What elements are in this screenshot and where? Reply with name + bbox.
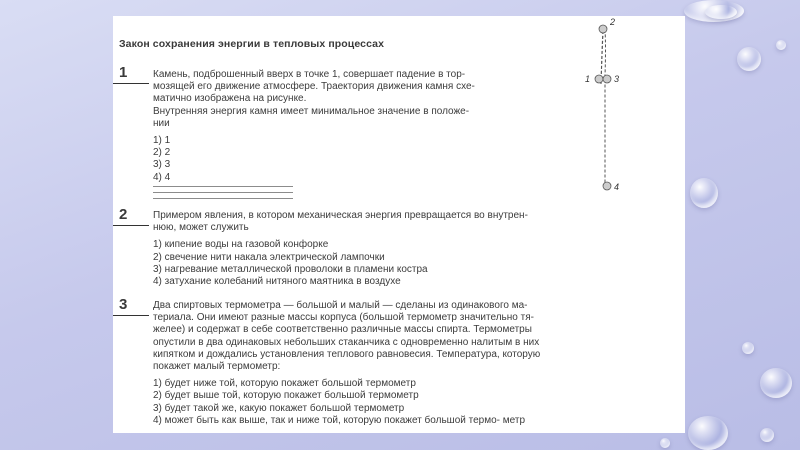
water-drop [688,416,728,450]
question-2-option-1[interactable]: 1) кипение воды на газовой конфорке [153,239,329,251]
trajectory-path [601,27,606,184]
question-3-option-1[interactable]: 1) будет ниже той, которую покажет большой термометр [153,378,416,390]
question-2-text: Примером явления, в котором механическая энергия превращается во внутрен- нюю, может служить [153,210,528,234]
worksheet-page [113,16,685,433]
stone-position-4 [603,182,611,190]
point-label-3: 3 [614,74,620,84]
stone-position-1 [595,75,603,83]
question-3-text: Два спиртовых термометра — большой и малый — сделаны из одинакового ма- териала. Они имеют разные массы корпуса (большой термометр значительно тя- желее) и содержат в себе соответственно различные массы спирта. Термометры опустили в два одинаковых небольших стаканчика с одновременно налитым в них кипятком и дождались установления теплового равновесия. Температура, которую покажет малый термометр: [153,300,541,373]
question-1-option-4[interactable]: 4) 4 [153,171,171,183]
point-label-4: 4 [614,182,620,192]
question-2 [153,210,673,288]
question-1-option-3[interactable]: 3) 3 [153,159,171,171]
question-3-options [153,378,681,427]
question-3-divider [113,315,149,316]
water-drop [776,40,786,50]
question-2-divider [113,225,149,226]
question-2-number: 2 [119,206,128,223]
water-drop [660,438,670,448]
question-2-options [153,239,673,288]
question-1 [153,69,553,184]
water-drop [760,428,774,442]
question-3-option-2[interactable]: 2) будет выше той, которую покажет большой термометр [153,390,419,402]
question-3 [153,300,681,427]
question-2-option-2[interactable]: 2) свечение нити накала электрической лампочки [153,251,385,263]
water-drop [690,178,718,208]
question-3-number: 3 [119,296,128,313]
page-title: Закон сохранения энергии в тепловых процессах [119,38,385,50]
stone-position-2 [599,25,607,33]
question-1-answer-lines [153,186,293,199]
water-drop [742,342,754,354]
question-1-text: Камень, подброшенный вверх в точке 1, совершает падение в тор- мозящей его движение атмосфере. Траектория движения камня схе- матично изображена на рисунке. Внутренняя энергия камня имеет минимальное значение в положе- нии [153,69,475,129]
stone-position-3 [603,75,611,83]
question-2-option-4[interactable]: 4) затухание колебаний нитяного маятника в воздухе [153,276,401,288]
question-2-option-3[interactable]: 3) нагревание металлической проволоки в пламени костра [153,263,428,275]
water-drop [760,368,792,398]
question-1-option-1[interactable]: 1) 1 [153,135,171,147]
question-1-options [153,135,553,184]
point-label-2: 2 [610,17,616,27]
question-3-option-3[interactable]: 3) будет такой же, какую покажет большой термометр [153,402,405,414]
stone-trajectory-diagram [565,16,685,206]
water-drop [737,47,761,71]
question-1-number: 1 [119,64,128,81]
point-label-1: 1 [585,74,591,84]
question-1-divider [113,83,149,84]
question-3-option-4[interactable]: 4) может быть как выше, так и ниже той, которую покажет большой термо- метр [153,414,526,426]
water-drop [705,5,737,19]
question-1-option-2[interactable]: 2) 2 [153,147,171,159]
